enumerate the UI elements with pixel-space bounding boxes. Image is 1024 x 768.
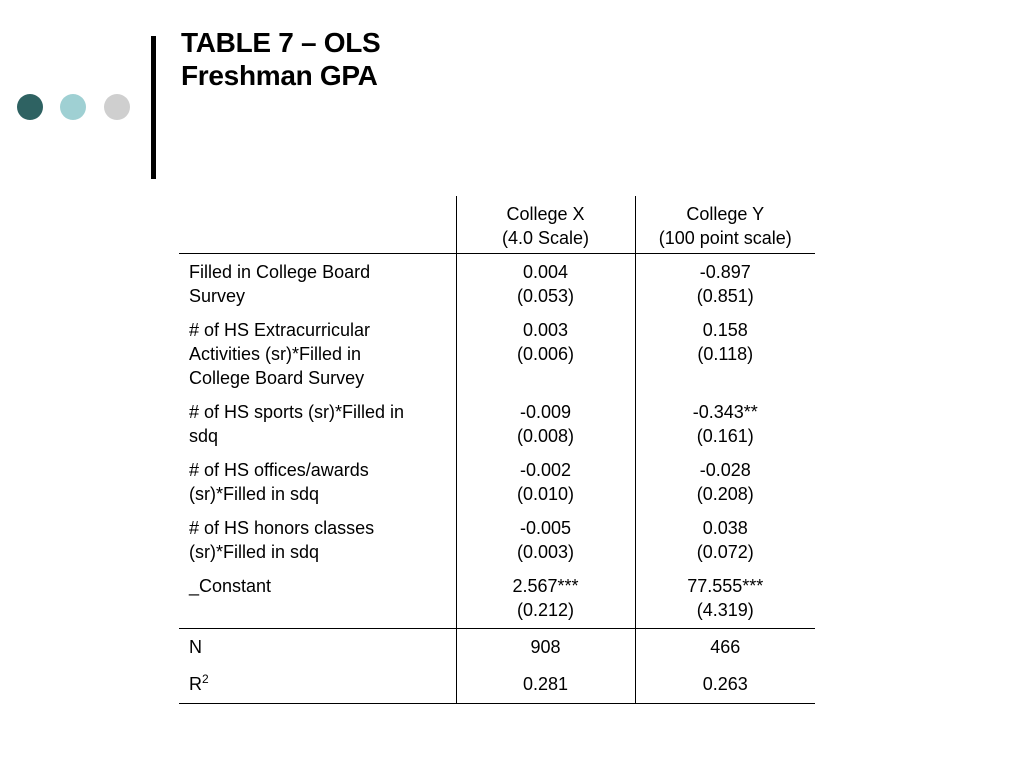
college-y-cell: -0.028 (0.208) [635,458,815,516]
college-x-cell: 0.004 (0.053) [456,254,635,319]
college-y-cell: 0.158 (0.118) [635,318,815,400]
table-row [179,318,815,400]
college-x-cell: 0.003 (0.006) [456,318,635,400]
college-y-cell: 0.038 (0.072) [635,516,815,574]
college-x-cell: -0.002 (0.010) [456,458,635,516]
accent-dot-teal [60,94,86,120]
slide-title [181,26,380,92]
table-row [179,458,815,516]
row-label: Filled in College Board Survey [189,262,371,306]
college-x-cell: 2.567*** (0.212) [456,574,635,629]
header-college-y: College Y (100 point scale) [635,196,815,254]
observations-row [179,629,815,667]
header-college-x: College X (4.0 Scale) [456,196,635,254]
table-row [179,516,815,574]
college-y-cell: -0.897 (0.851) [635,254,815,319]
row-label: # of HS Extracurricular Activities (sr)*Filled in College Board Survey [189,320,371,388]
slide-title-line1: TABLE 7 – OLS [181,27,381,58]
table-row [179,574,815,629]
row-label: # of HS sports (sr)*Filled in sdq [189,402,405,446]
r2-college-y: 0.263 [635,666,815,704]
r2-label: $R^2$ [179,666,456,704]
row-label: # of HS offices/awards (sr)*Filled in sdq [189,460,369,504]
row-label: _Constant [179,574,456,629]
regression-table [179,196,815,704]
slide-title-line2: Freshman GPA [181,60,378,91]
college-x-cell: -0.009 (0.008) [456,400,635,458]
n-college-x: 908 [456,629,635,667]
n-label: N [189,637,202,657]
table-header-row [179,196,815,254]
accent-dot-dark [17,94,43,120]
r-squared-row [179,666,815,704]
accent-dot-gray [104,94,130,120]
r2-college-x: 0.281 [456,666,635,704]
title-divider [151,36,156,179]
row-label: # of HS honors classes (sr)*Filled in sdq [189,518,375,562]
college-y-cell: 77.555*** (4.319) [635,574,815,629]
college-y-cell: -0.343** (0.161) [635,400,815,458]
n-college-y: 466 [635,629,815,667]
table-row [179,254,815,319]
college-x-cell: -0.005 (0.003) [456,516,635,574]
header-blank-cell [179,196,456,254]
table-row [179,400,815,458]
